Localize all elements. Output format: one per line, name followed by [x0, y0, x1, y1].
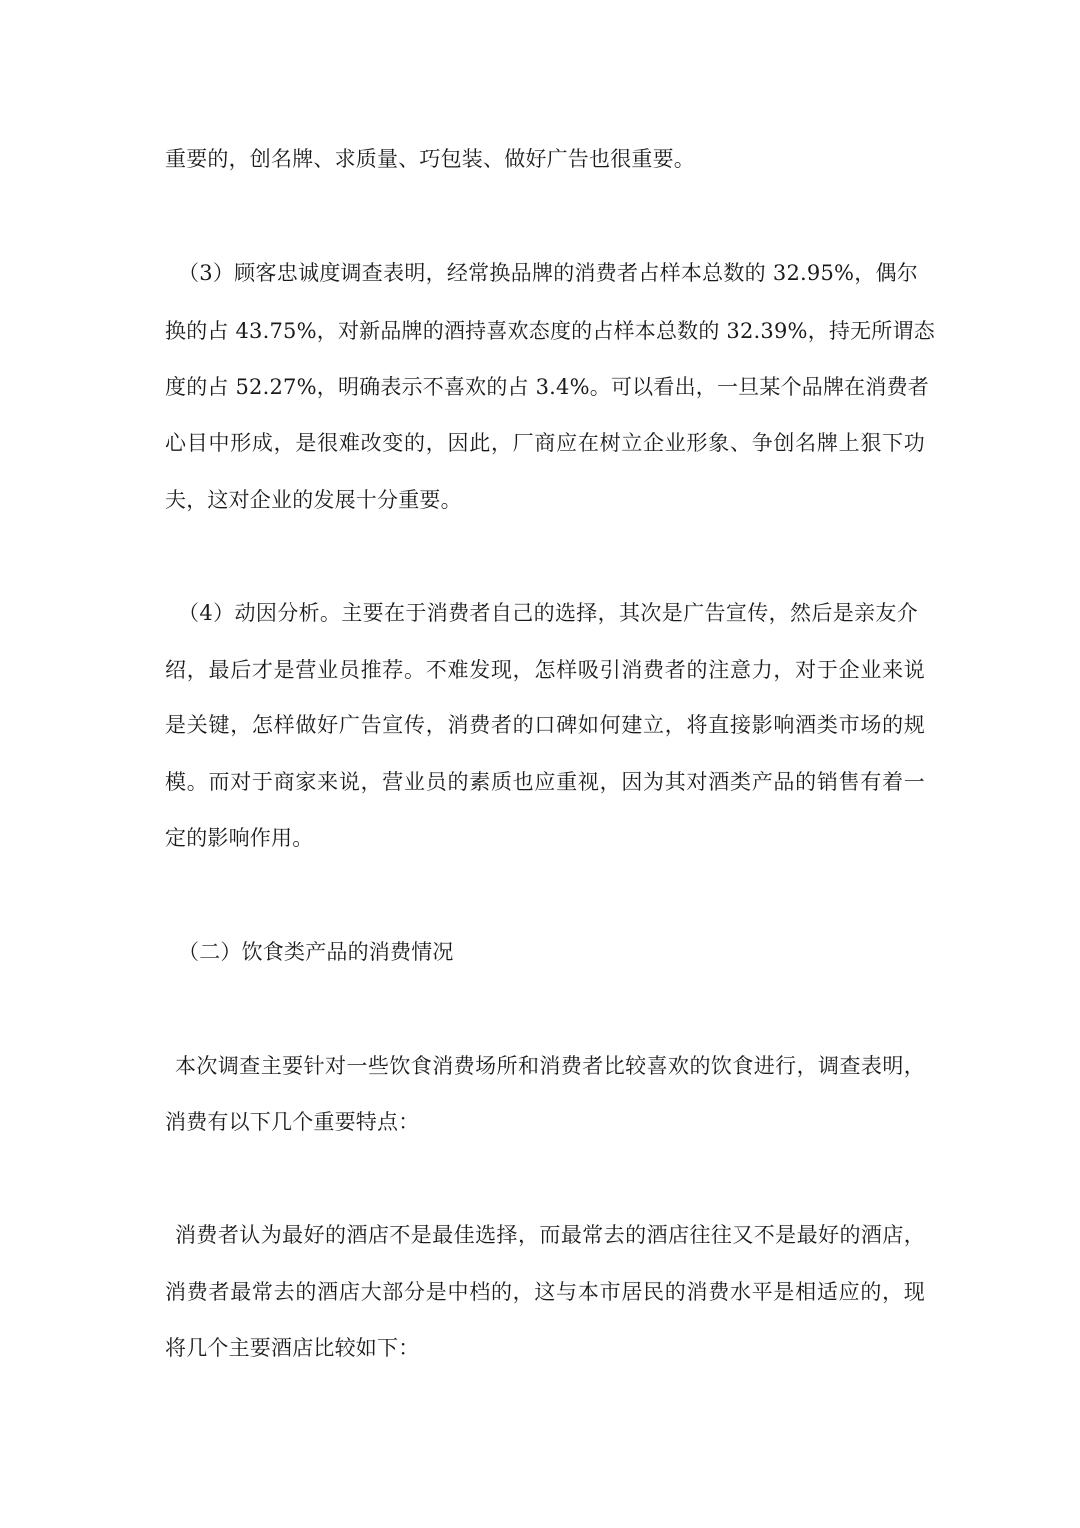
- text-line: 消费有以下几个重要特点：: [165, 1110, 420, 1134]
- text-line: 绍，最后才是营业员推荐。不难发现，怎样吸引消费者的注意力，对于企业来说: [165, 658, 925, 682]
- text-line: （3）顾客忠诚度调查表明，经常换品牌的消费者占样本总数的 32.95%，偶尔: [178, 261, 918, 285]
- text-line: 消费者认为最好的酒店不是最佳选择，而最常去的酒店往往又不是最好的酒店，: [175, 1223, 925, 1247]
- text-line: 定的影响作用。: [165, 826, 314, 850]
- section-heading: （二）饮食类产品的消费情况: [178, 940, 454, 964]
- text-line: 重要的，创名牌、求质量、巧包装、做好广告也很重要。: [165, 147, 695, 171]
- text-line: 本次调查主要针对一些饮食消费场所和消费者比较喜欢的饮食进行，调查表明，: [175, 1054, 925, 1078]
- text-line: 是关键，怎样做好广告宣传，消费者的口碑如何建立，将直接影响酒类市场的规: [165, 713, 925, 737]
- text-line: 消费者最常去的酒店大部分是中档的，这与本市居民的消费水平是相适应的，现: [165, 1280, 925, 1304]
- text-line: 心目中形成，是很难改变的，因此，厂商应在树立企业形象、争创名牌上狠下功: [165, 431, 925, 455]
- text-line: 夫，这对企业的发展十分重要。: [165, 488, 462, 512]
- text-line: 度的占 52.27%，明确表示不喜欢的占 3.4%。可以看出，一旦某个品牌在消费者: [165, 375, 929, 399]
- text-line: 将几个主要酒店比较如下：: [165, 1336, 420, 1360]
- text-line: 模。而对于商家来说，营业员的素质也应重视，因为其对酒类产品的销售有着一: [165, 770, 925, 794]
- text-line: （4）动因分析。主要在于消费者自己的选择，其次是广告宣传，然后是亲友介: [178, 601, 918, 625]
- text-line: 换的占 43.75%，对新品牌的酒持喜欢态度的占样本总数的 32.39%，持无所谓态: [165, 319, 935, 343]
